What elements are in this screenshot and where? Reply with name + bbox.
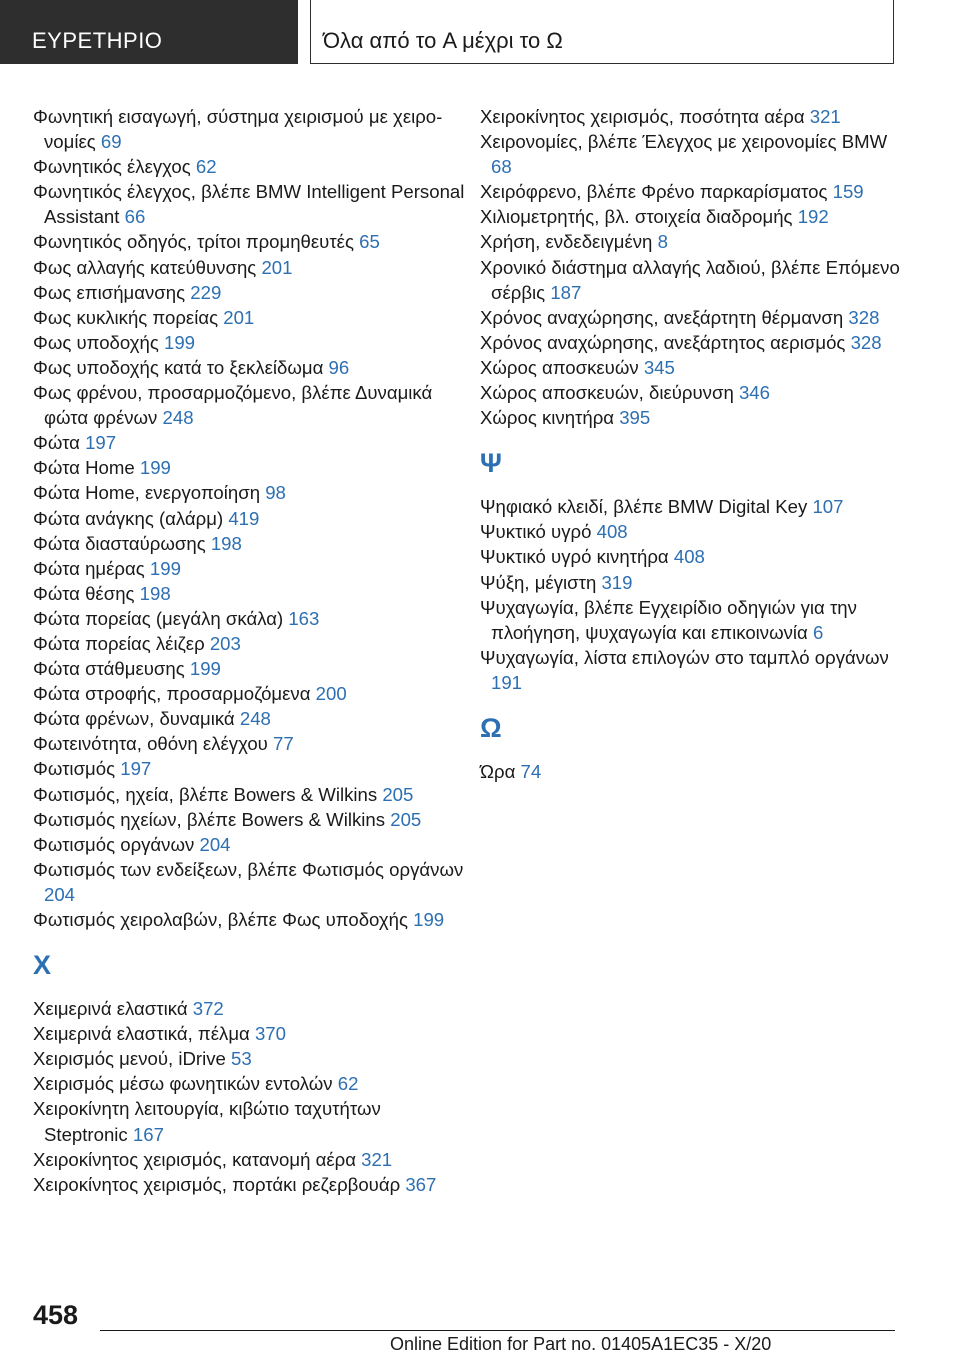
page-reference-link[interactable]: 62 [337,1073,359,1095]
index-entry-text: Φωτισμός [33,758,116,780]
page-reference-link[interactable]: 199 [413,909,445,930]
index-entry [33,1172,465,1197]
page-reference-link[interactable]: 319 [601,571,633,593]
page-reference-link[interactable]: 248 [239,708,271,730]
index-entry-text: Φώτα στάθμευσης [33,658,185,680]
index-entry-text: Φωνητικός έλεγχος, βλέπε BMW Intelligent Personal Assistant [33,181,465,228]
index-column-left [33,104,465,1197]
page-reference-link[interactable]: 167 [132,1123,164,1145]
index-entry [480,229,900,254]
index-entry [33,1071,465,1096]
page-reference-link[interactable]: 159 [832,181,864,203]
index-entry [33,907,465,932]
page-reference-link[interactable]: 205 [390,808,422,830]
footer-divider [100,1330,895,1331]
index-entry-text: Φώτα ημέρας [33,557,145,579]
index-entry [33,832,465,857]
index-entry [33,229,465,254]
index-entry-text: Χειροκίνητος χειρισμός, ποσότητα αέρα [480,106,805,127]
index-entry [33,996,465,1021]
index-entry-text: Φώτα θέσης [33,582,135,604]
page-reference-link[interactable]: 65 [359,231,380,253]
page-reference-link[interactable]: 74 [520,760,542,782]
page-reference-link[interactable]: 197 [85,432,117,454]
index-entry-text: Φωτισμός οργάνων [33,833,195,855]
section-title: ΕΥΡΕΤΗΡΙΟ [32,28,163,53]
index-entry-text: Φως φρένου, προσαρμοζόμενο, βλέπε Δυναμικά φώτα φρένων [33,382,433,429]
index-entry-text: Χειροκίνητος χειρισμός, πορτάκι ρεζερβουάρ [33,1173,401,1195]
page-reference-link[interactable]: 248 [162,407,194,429]
page-reference-link[interactable]: 163 [288,607,320,629]
page-reference-link[interactable]: 69 [100,131,122,153]
subtitle-box [310,0,894,64]
index-entry-text: Φωνητικός οδηγός, τρίτοι προμηθευτές [33,231,354,253]
index-entry [480,645,900,695]
index-entry-text: Χειμερινά ελαστικά [33,998,188,1020]
section-tab [0,0,298,64]
index-entry-text: Φώτα ανάγκης (αλάρμ) [33,507,224,529]
index-entry-text: Φως υποδοχής [33,331,159,353]
index-entry [33,355,465,380]
page-reference-link[interactable]: 68 [491,156,512,178]
index-entry-text: Χώρος αποσκευών [480,356,639,378]
page-reference-link[interactable]: 98 [265,482,286,504]
page-reference-link[interactable]: 199 [149,557,181,579]
index-entry-text: Χώρος κινητήρα [480,407,615,429]
index-entry [480,129,900,179]
index-entry [480,104,900,129]
index-entry [33,280,465,305]
page-reference-link[interactable]: 328 [848,306,880,328]
index-entry-text: Ψύξη, μέγιστη [480,571,597,593]
section-subtitle: Όλα από το A μέχρι το Ω [323,28,563,53]
index-entry-text: Ψυχαγωγία, λίστα επιλογών στο ταμπλό οργάνων [480,646,889,668]
page-reference-link[interactable]: 203 [209,632,241,654]
index-entry-text: Φώτα πορείας (μεγάλη σκάλα) [33,607,284,629]
page-reference-link[interactable]: 191 [491,671,523,693]
page-reference-link[interactable]: 77 [273,733,294,755]
page-number: 458 [33,1300,79,1330]
index-entry [33,531,465,556]
page-reference-link[interactable]: 198 [139,582,171,604]
index-entry [33,606,465,631]
page-reference-link[interactable]: 321 [809,106,841,127]
index-entry-text: Χρόνος αναχώρησης, ανεξάρτητος αερισμός [480,331,846,353]
index-entry-text: Φωνητική εισαγωγή, σύστημα χειρισμού με χειρονομίες [33,106,443,153]
page-reference-link[interactable]: 229 [190,281,222,303]
index-entry-text: Φως υποδοχής κατά το ξεκλείδωμα [33,356,324,378]
index-entry [33,255,465,280]
index-entry-text: Φωτισμός ηχείων, βλέπε Bowers & Wilkins [33,808,386,830]
index-entry-text: Χρονικό διάστημα αλλαγής λαδιού, βλέπε Επόμενο σέρβις [480,256,900,303]
index-entry [33,807,465,832]
page-reference-link[interactable]: 328 [850,331,882,353]
index-entry [480,759,900,784]
index-entry [33,782,465,807]
index-entry-text: Φώτα στροφής, προσαρμοζόμενα [33,683,311,705]
index-entry-text: Φωτισμός χειρολαβών, βλέπε Φως υποδοχής [33,909,408,930]
index-letter-heading: Ψ [480,448,502,479]
index-entry [33,480,465,505]
index-entry-text: Ώρα [480,760,516,782]
index-entry [480,519,900,544]
page-reference-link[interactable]: 201 [261,256,293,278]
index-entry [480,204,900,229]
page-reference-link[interactable]: 345 [643,356,675,378]
index-entry-text: Χειρονομίες, βλέπε Έλεγχος με χειρονομίες BMW [480,131,888,153]
index-entry [33,305,465,330]
index-entry [33,455,465,480]
page-reference-link[interactable]: 408 [673,546,705,568]
index-entry-text: Φώτα Home, ενεργοποίηση [33,482,261,504]
index-entry [480,570,900,595]
index-entry [480,544,900,569]
index-entry-text: Ψυχαγωγία, βλέπε Εγχειρίδιο οδηγιών για την πλοήγηση, ψυχαγωγία και επικοινωνία [480,596,857,643]
index-entry [33,506,465,531]
index-entry-text: Φως αλλαγής κατεύθυνσης [33,256,257,278]
index-entry-text: Φωνητικός έλεγχος [33,156,191,178]
index-entry [33,1021,465,1046]
index-entry [33,179,465,229]
page-reference-link[interactable]: 62 [195,156,217,178]
index-entry [33,631,465,656]
index-entry [33,656,465,681]
page-reference-link[interactable]: 204 [44,883,76,905]
page-reference-link[interactable]: 199 [139,457,171,479]
index-entry [33,1046,465,1071]
page-reference-link[interactable]: 201 [223,306,255,328]
page-reference-link[interactable]: 204 [199,833,231,855]
index-entry [33,1096,465,1146]
page-reference-link[interactable]: 199 [163,331,196,353]
index-entry [33,330,465,355]
page-reference-link[interactable]: 205 [382,783,414,805]
index-entry [33,681,465,706]
page-reference-link[interactable]: 8 [657,231,668,253]
index-entry-text: Ψηφιακό κλειδί, βλέπε BMW Digital Key [480,496,808,518]
index-letter-heading: Χ [33,950,52,981]
index-entry-text: Χρήση, ενδεδειγμένη [480,231,653,253]
page-reference-link[interactable]: 96 [328,356,350,378]
index-entry [33,756,465,781]
index-entry-text: Φώτα φρένων, δυναμικά [33,708,235,730]
page-reference-link[interactable]: 192 [797,206,829,228]
index-entry-text: Χώρος αποσκευών, διεύρυνση [480,382,734,404]
index-entry-text: Φώτα διασταύρωσης [33,532,206,554]
index-entry [480,355,900,380]
page-reference-link[interactable]: 408 [596,521,628,543]
index-entry-text: Χειρισμός μενού, iDrive [33,1048,226,1070]
index-entry-text: Φωτισμός, ηχεία, βλέπε Bowers & Wilkins [33,783,378,805]
index-entry-text: Χειροκίνητη λειτουργία, κιβώτιο ταχυτήτων Steptronic [33,1098,381,1145]
page-reference-link[interactable]: 395 [619,407,651,429]
index-entry-text: Φώτα πορείας λέιζερ [33,632,205,654]
index-entry-text: Χειμερινά ελαστικά, πέλμα [33,1023,250,1045]
index-entry [33,380,465,430]
page-reference-link[interactable]: 321 [361,1148,393,1170]
index-entry-text: Φως επισήμανσης [33,281,186,303]
index-entry [33,104,465,154]
index-entry [33,430,465,455]
index-entry [33,581,465,606]
index-entry [33,731,465,756]
index-entry-text: Φωτεινότητα, οθόνη ελέγχου [33,733,268,755]
index-entry-text: Χιλιομετρητής, βλ. στοιχεία διαδρομής [480,206,793,228]
page-reference-link[interactable]: 346 [738,382,770,404]
index-entry-text: Ψυκτικό υγρό [480,521,592,543]
page-reference-link[interactable]: 200 [315,683,347,705]
index-entry [480,595,900,645]
index-entry [33,857,465,907]
index-letter-heading: Ω [480,712,502,743]
page-reference-link[interactable]: 367 [405,1173,437,1195]
index-entry [33,556,465,581]
index-entry [480,305,900,330]
index-entry-text: Φώτα Home [33,457,135,479]
index-entry-text: Φωτισμός των ενδείξεων, βλέπε Φωτισμός οργάνων [33,858,464,880]
index-entry [33,706,465,731]
index-entry [33,154,465,179]
page-reference-link[interactable]: 199 [189,658,221,680]
index-entry [33,1147,465,1172]
index-entry [480,330,900,355]
page-reference-link[interactable]: 107 [812,496,844,518]
index-entry [480,380,900,405]
index-entry-text: Φως κυκλικής πορείας [33,306,219,328]
index-entry [480,179,900,204]
page-reference-link[interactable]: 197 [120,758,152,780]
index-entry-text: Φώτα [33,432,80,454]
index-entry-text: Ψυκτικό υγρό κινητήρα [480,546,669,568]
index-entry-text: Χειρισμός μέσω φωνητικών εντολών [33,1073,333,1095]
index-entry [480,494,900,519]
page-reference-link[interactable]: 370 [254,1023,286,1045]
index-entry [480,255,900,305]
index-entry-text: Χειρόφρενο, βλέπε Φρένο παρκαρίσματος [480,181,828,203]
index-entry [480,405,900,430]
index-entry-text: Χρόνος αναχώρησης, ανεξάρτητη θέρμανση [480,306,844,328]
page-reference-link[interactable]: 372 [192,998,224,1020]
page-reference-link[interactable]: 198 [210,532,242,554]
page-reference-link[interactable]: 53 [231,1048,252,1070]
index-column-right [480,104,900,784]
page-reference-link[interactable]: 66 [124,206,146,228]
index-entry-text: Χειροκίνητος χειρισμός, κατανομή αέρα [33,1148,356,1170]
edition-note: Online Edition for Part no. 01405A1EC35 - X/20 [390,1334,772,1354]
page-header [0,0,960,64]
page-reference-link[interactable]: 187 [550,281,582,303]
page-reference-link[interactable]: 6 [812,621,824,643]
page-reference-link[interactable]: 419 [228,507,260,529]
